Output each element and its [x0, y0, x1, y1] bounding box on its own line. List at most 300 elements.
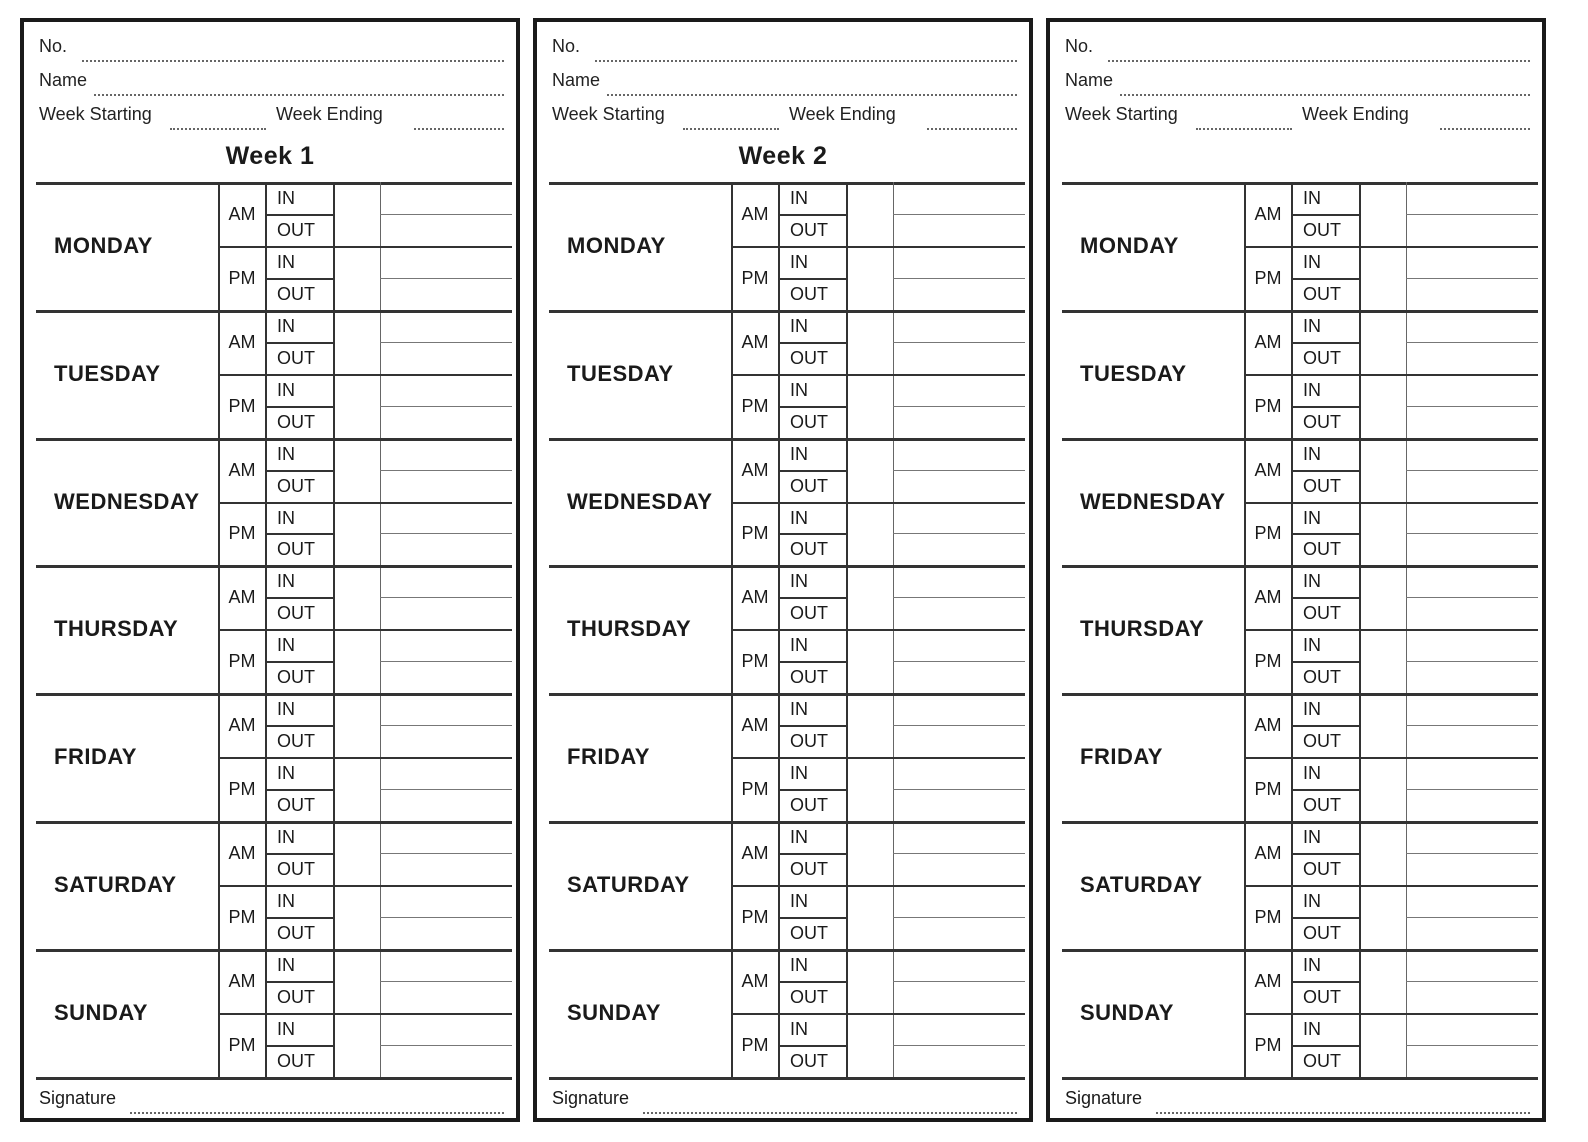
time-entry-cell[interactable] — [1362, 472, 1404, 500]
entry-line[interactable] — [1406, 789, 1538, 790]
in-label: IN — [1303, 379, 1321, 400]
grid-top-border — [36, 182, 512, 185]
pm-label: PM — [1254, 1034, 1282, 1055]
time-entry-cell[interactable] — [336, 248, 378, 276]
timecard-body — [24, 22, 516, 1118]
slot-separator — [265, 214, 333, 216]
day-separator — [36, 438, 512, 441]
in-label: IN — [277, 763, 295, 784]
pm-label: PM — [741, 906, 769, 927]
in-label: IN — [790, 1018, 808, 1039]
time-entry-cell[interactable] — [1362, 184, 1404, 212]
out-label: OUT — [277, 219, 315, 240]
out-label: OUT — [1303, 858, 1341, 879]
out-label: OUT — [790, 858, 828, 879]
name-label: Name — [1065, 70, 1114, 90]
grid-top-border — [549, 182, 1025, 185]
in-label: IN — [1303, 443, 1321, 464]
time-entry-cell[interactable] — [336, 919, 378, 947]
out-label: OUT — [790, 283, 828, 304]
time-entry-cell[interactable] — [849, 440, 891, 468]
am-label: AM — [228, 587, 256, 608]
pm-label: PM — [228, 651, 256, 672]
entry-line[interactable] — [1406, 214, 1538, 215]
grid-top-border — [1062, 182, 1538, 185]
week-ending-field[interactable] — [414, 128, 504, 130]
time-entry-cell[interactable] — [1362, 440, 1404, 468]
day-label-friday: FRIDAY — [567, 744, 650, 770]
in-label: IN — [1303, 188, 1321, 208]
am-label: AM — [741, 331, 769, 352]
slot-separator — [265, 725, 333, 727]
in-label: IN — [790, 890, 808, 911]
slot-separator — [1291, 789, 1359, 791]
out-label: OUT — [790, 922, 828, 943]
time-entry-cell[interactable] — [336, 727, 378, 755]
am-label: AM — [228, 970, 256, 991]
day-separator — [36, 565, 512, 568]
day-separator — [549, 1077, 1025, 1080]
in-label: IN — [277, 507, 295, 528]
entry-line[interactable] — [893, 789, 1025, 790]
time-entry-cell[interactable] — [849, 727, 891, 755]
entry-line[interactable] — [1406, 981, 1538, 982]
out-label: OUT — [1303, 219, 1341, 240]
time-entry-cell[interactable] — [849, 1047, 891, 1075]
entry-line[interactable] — [1406, 533, 1538, 534]
time-entry-cell[interactable] — [1362, 887, 1404, 915]
time-entry-cell[interactable] — [336, 695, 378, 723]
time-entry-cell[interactable] — [1362, 695, 1404, 723]
time-entry-cell[interactable] — [1362, 759, 1404, 787]
day-separator — [36, 1077, 512, 1080]
entry-line[interactable] — [1406, 278, 1538, 279]
time-entry-cell[interactable] — [1362, 951, 1404, 979]
entry-line[interactable] — [380, 342, 512, 343]
slot-separator — [265, 789, 333, 791]
name-label: Name — [39, 70, 88, 90]
week-title: Week 2 — [738, 142, 828, 170]
out-label: OUT — [790, 731, 828, 752]
out-label: OUT — [277, 411, 315, 432]
pm-label: PM — [741, 395, 769, 416]
am-label: AM — [1254, 587, 1282, 608]
out-label: OUT — [790, 475, 828, 496]
entry-line[interactable] — [380, 917, 512, 918]
entry-line[interactable] — [893, 406, 1025, 407]
entry-line[interactable] — [1406, 597, 1538, 598]
no-label: No. — [39, 36, 68, 56]
day-separator — [1062, 949, 1538, 952]
time-entry-cell[interactable] — [336, 344, 378, 372]
day-label-friday: FRIDAY — [1080, 744, 1163, 770]
in-label: IN — [1303, 699, 1321, 720]
signature-field[interactable] — [130, 1112, 504, 1114]
out-label: OUT — [1303, 731, 1341, 752]
entry-line[interactable] — [380, 661, 512, 662]
time-entry-cell[interactable] — [849, 759, 891, 787]
day-label-thursday: THURSDAY — [54, 616, 179, 642]
time-entry-cell[interactable] — [1362, 248, 1404, 276]
out-label: OUT — [1303, 475, 1341, 496]
day-label-thursday: THURSDAY — [1080, 616, 1205, 642]
time-entry-cell[interactable] — [849, 791, 891, 819]
slot-separator — [778, 406, 846, 408]
in-label: IN — [277, 890, 295, 911]
time-entry-cell[interactable] — [849, 983, 891, 1011]
in-label: IN — [790, 315, 808, 336]
am-label: AM — [741, 715, 769, 736]
entry-line[interactable] — [893, 725, 1025, 726]
time-entry-cell[interactable] — [1362, 280, 1404, 308]
day-separator — [1062, 1077, 1538, 1080]
time-entry-cell[interactable] — [849, 535, 891, 563]
signature-field[interactable] — [643, 1112, 1017, 1114]
day-label-sunday: SUNDAY — [1080, 999, 1174, 1025]
time-entry-cell[interactable] — [336, 791, 378, 819]
out-label: OUT — [277, 922, 315, 943]
slot-separator — [778, 917, 846, 919]
pm-label: PM — [228, 1034, 256, 1055]
time-entry-cell[interactable] — [336, 312, 378, 340]
time-entry-cell[interactable] — [1362, 919, 1404, 947]
time-entry-cell[interactable] — [849, 344, 891, 372]
entry-line[interactable] — [893, 278, 1025, 279]
time-entry-cell[interactable] — [1362, 727, 1404, 755]
day-label-thursday: THURSDAY — [567, 616, 692, 642]
time-entry-cell[interactable] — [849, 951, 891, 979]
day-separator — [549, 565, 1025, 568]
am-label: AM — [1254, 459, 1282, 480]
signature-field[interactable] — [1156, 1112, 1530, 1114]
entry-line[interactable] — [893, 1045, 1025, 1046]
slot-separator — [778, 533, 846, 535]
pm-label: PM — [1254, 906, 1282, 927]
in-label: IN — [790, 827, 808, 847]
in-label: IN — [277, 443, 295, 464]
time-entry-cell[interactable] — [336, 472, 378, 500]
out-label: OUT — [277, 1050, 315, 1071]
time-entry-cell[interactable] — [1362, 1047, 1404, 1075]
in-label: IN — [790, 379, 808, 400]
day-separator — [549, 693, 1025, 696]
name-field[interactable] — [1120, 94, 1530, 96]
in-label: IN — [277, 954, 295, 975]
entry-line[interactable] — [1406, 1045, 1538, 1046]
am-label: AM — [1254, 331, 1282, 352]
time-entry-cell[interactable] — [336, 216, 378, 244]
name-field[interactable] — [94, 94, 504, 96]
slot-separator — [1291, 406, 1359, 408]
time-entry-cell[interactable] — [1362, 408, 1404, 436]
time-entry-cell[interactable] — [849, 663, 891, 691]
slot-separator — [1291, 661, 1359, 663]
in-label: IN — [1303, 763, 1321, 784]
time-entry-cell[interactable] — [1362, 344, 1404, 372]
in-label: IN — [277, 188, 295, 208]
entry-line[interactable] — [380, 533, 512, 534]
entry-line[interactable] — [380, 853, 512, 854]
pm-label: PM — [228, 906, 256, 927]
in-label: IN — [277, 699, 295, 720]
entry-line[interactable] — [1406, 470, 1538, 471]
entry-line[interactable] — [380, 470, 512, 471]
time-entry-cell[interactable] — [336, 408, 378, 436]
out-label: OUT — [790, 795, 828, 816]
in-label: IN — [277, 635, 295, 656]
in-label: IN — [277, 379, 295, 400]
day-label-sunday: SUNDAY — [54, 999, 148, 1025]
entry-line[interactable] — [893, 533, 1025, 534]
time-entry-cell[interactable] — [849, 472, 891, 500]
in-label: IN — [790, 571, 808, 592]
entry-line[interactable] — [1406, 342, 1538, 343]
slot-separator — [265, 1045, 333, 1047]
am-label: AM — [741, 203, 769, 224]
week-starting-field[interactable] — [683, 128, 779, 130]
time-entry-cell[interactable] — [1362, 312, 1404, 340]
out-label: OUT — [277, 986, 315, 1007]
time-entry-cell[interactable] — [336, 567, 378, 595]
time-entry-cell[interactable] — [1362, 983, 1404, 1011]
day-separator — [549, 310, 1025, 313]
time-entry-cell[interactable] — [336, 663, 378, 691]
time-entry-cell[interactable] — [336, 504, 378, 532]
time-entry-cell[interactable] — [849, 248, 891, 276]
time-entry-cell[interactable] — [1362, 791, 1404, 819]
out-label: OUT — [790, 411, 828, 432]
time-entry-cell[interactable] — [849, 823, 891, 851]
day-separator — [1062, 565, 1538, 568]
time-entry-cell[interactable] — [849, 408, 891, 436]
time-entry-cell[interactable] — [336, 951, 378, 979]
timecard-body — [1050, 22, 1542, 1118]
time-entry-cell[interactable] — [849, 567, 891, 595]
day-label-tuesday: TUESDAY — [54, 360, 161, 386]
day-label-wednesday: WEDNESDAY — [1080, 488, 1226, 514]
slot-separator — [778, 725, 846, 727]
day-separator — [36, 821, 512, 824]
entry-line[interactable] — [380, 597, 512, 598]
out-label: OUT — [277, 603, 315, 624]
out-label: OUT — [790, 1050, 828, 1071]
week-starting-label: Week Starting — [552, 104, 665, 124]
week-starting-field[interactable] — [1196, 128, 1292, 130]
day-label-wednesday: WEDNESDAY — [567, 488, 713, 514]
slot-separator — [265, 406, 333, 408]
in-label: IN — [790, 635, 808, 656]
entry-line[interactable] — [380, 214, 512, 215]
slot-separator — [1291, 917, 1359, 919]
in-label: IN — [1303, 251, 1321, 272]
slot-separator — [778, 789, 846, 791]
name-field[interactable] — [607, 94, 1017, 96]
week-starting-field[interactable] — [170, 128, 266, 130]
entry-line[interactable] — [1406, 661, 1538, 662]
time-entry-cell[interactable] — [1362, 216, 1404, 244]
time-entry-cell[interactable] — [849, 631, 891, 659]
time-entry-cell[interactable] — [336, 631, 378, 659]
pm-label: PM — [228, 395, 256, 416]
slot-separator — [1291, 278, 1359, 280]
time-entry-cell[interactable] — [1362, 376, 1404, 404]
out-label: OUT — [277, 283, 315, 304]
timesheet-grid — [36, 182, 512, 1077]
entry-line[interactable] — [380, 981, 512, 982]
time-entry-cell[interactable] — [849, 184, 891, 212]
week-starting-label: Week Starting — [39, 104, 152, 124]
out-label: OUT — [1303, 283, 1341, 304]
entry-line[interactable] — [893, 342, 1025, 343]
slot-separator — [1291, 342, 1359, 344]
am-label: AM — [741, 587, 769, 608]
in-label: IN — [277, 1018, 295, 1039]
time-entry-cell[interactable] — [849, 887, 891, 915]
out-label: OUT — [277, 347, 315, 368]
entry-line[interactable] — [893, 981, 1025, 982]
am-label: AM — [1254, 715, 1282, 736]
time-entry-cell[interactable] — [336, 440, 378, 468]
am-label: AM — [741, 842, 769, 863]
entry-line[interactable] — [893, 214, 1025, 215]
signature-label: Signature — [552, 1088, 630, 1108]
time-entry-cell[interactable] — [336, 855, 378, 883]
time-entry-cell[interactable] — [849, 599, 891, 627]
time-entry-cell[interactable] — [1362, 855, 1404, 883]
pm-label: PM — [741, 1034, 769, 1055]
entry-line[interactable] — [893, 661, 1025, 662]
am-label: AM — [1254, 842, 1282, 863]
week-ending-label: Week Ending — [1302, 104, 1409, 124]
time-entry-cell[interactable] — [336, 599, 378, 627]
name-label: Name — [552, 70, 601, 90]
am-label: AM — [741, 970, 769, 991]
timecard-2 — [533, 18, 1033, 1122]
out-label: OUT — [1303, 667, 1341, 688]
time-entry-cell[interactable] — [336, 823, 378, 851]
no-field[interactable] — [1108, 60, 1530, 62]
pm-label: PM — [741, 779, 769, 800]
time-entry-cell[interactable] — [1362, 535, 1404, 563]
time-entry-cell[interactable] — [849, 1015, 891, 1043]
pm-label: PM — [1254, 267, 1282, 288]
entry-line[interactable] — [893, 470, 1025, 471]
day-label-saturday: SATURDAY — [567, 871, 690, 897]
time-entry-cell[interactable] — [1362, 567, 1404, 595]
timesheet-grid — [549, 182, 1025, 1077]
slot-separator — [265, 981, 333, 983]
slot-separator — [1291, 533, 1359, 535]
time-entry-cell[interactable] — [336, 1047, 378, 1075]
entry-line[interactable] — [1406, 725, 1538, 726]
time-entry-cell[interactable] — [336, 184, 378, 212]
week-ending-label: Week Ending — [276, 104, 383, 124]
entry-line[interactable] — [1406, 853, 1538, 854]
time-entry-cell[interactable] — [336, 759, 378, 787]
pm-label: PM — [1254, 779, 1282, 800]
time-entry-cell[interactable] — [1362, 1015, 1404, 1043]
time-entry-cell[interactable] — [849, 280, 891, 308]
time-entry-cell[interactable] — [1362, 663, 1404, 691]
time-entry-cell[interactable] — [849, 919, 891, 947]
time-entry-cell[interactable] — [336, 280, 378, 308]
out-label: OUT — [277, 731, 315, 752]
day-label-sunday: SUNDAY — [567, 999, 661, 1025]
time-entry-cell[interactable] — [849, 504, 891, 532]
pm-label: PM — [1254, 651, 1282, 672]
day-separator — [549, 438, 1025, 441]
entry-line[interactable] — [380, 725, 512, 726]
no-label: No. — [1065, 36, 1094, 56]
time-entry-cell[interactable] — [849, 376, 891, 404]
week-title: Week 1 — [225, 142, 315, 170]
no-field[interactable] — [595, 60, 1017, 62]
entry-line[interactable] — [380, 278, 512, 279]
entry-line[interactable] — [380, 1045, 512, 1046]
slot-separator — [265, 470, 333, 472]
day-label-monday: MONDAY — [567, 232, 666, 258]
in-label: IN — [277, 251, 295, 272]
week-ending-field[interactable] — [927, 128, 1017, 130]
slot-separator — [1291, 981, 1359, 983]
in-label: IN — [1303, 571, 1321, 592]
time-entry-cell[interactable] — [336, 887, 378, 915]
day-separator — [549, 949, 1025, 952]
entry-line[interactable] — [1406, 406, 1538, 407]
time-entry-cell[interactable] — [1362, 631, 1404, 659]
time-entry-cell[interactable] — [1362, 504, 1404, 532]
in-label: IN — [1303, 315, 1321, 336]
time-entry-cell[interactable] — [336, 535, 378, 563]
week-ending-field[interactable] — [1440, 128, 1530, 130]
in-label: IN — [790, 954, 808, 975]
week-ending-label: Week Ending — [789, 104, 896, 124]
pm-label: PM — [228, 523, 256, 544]
slot-separator — [778, 470, 846, 472]
time-entry-cell[interactable] — [336, 1015, 378, 1043]
time-entry-cell[interactable] — [336, 376, 378, 404]
time-entry-cell[interactable] — [1362, 599, 1404, 627]
in-label: IN — [277, 827, 295, 847]
in-label: IN — [790, 763, 808, 784]
entry-line[interactable] — [893, 597, 1025, 598]
time-entry-cell[interactable] — [849, 216, 891, 244]
entry-line[interactable] — [380, 789, 512, 790]
entry-line[interactable] — [380, 406, 512, 407]
time-entry-cell[interactable] — [849, 312, 891, 340]
time-entry-cell[interactable] — [1362, 823, 1404, 851]
pm-label: PM — [741, 523, 769, 544]
time-entry-cell[interactable] — [849, 695, 891, 723]
entry-line[interactable] — [1406, 917, 1538, 918]
no-field[interactable] — [82, 60, 504, 62]
slot-separator — [1291, 853, 1359, 855]
slot-separator — [1291, 214, 1359, 216]
time-entry-cell[interactable] — [336, 983, 378, 1011]
entry-line[interactable] — [893, 853, 1025, 854]
am-label: AM — [1254, 970, 1282, 991]
slot-separator — [778, 597, 846, 599]
day-label-friday: FRIDAY — [54, 744, 137, 770]
time-entry-cell[interactable] — [849, 855, 891, 883]
am-label: AM — [228, 331, 256, 352]
am-label: AM — [228, 715, 256, 736]
in-label: IN — [1303, 890, 1321, 911]
signature-label: Signature — [1065, 1088, 1143, 1108]
entry-line[interactable] — [893, 917, 1025, 918]
day-separator — [549, 821, 1025, 824]
day-separator — [36, 310, 512, 313]
